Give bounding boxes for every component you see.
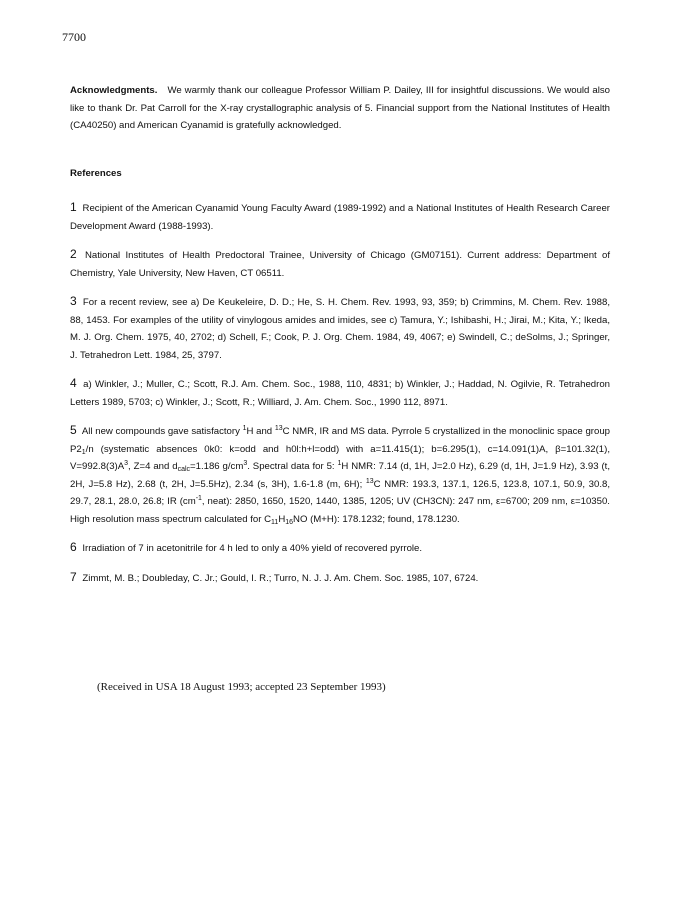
reference-number: 7 [70, 569, 77, 584]
text-run: H [278, 513, 286, 525]
reference-text: a) Winkler, J.; Muller, C.; Scott, R.J. Am. Chem. Soc., 1988, 110, 4831; b) Winkler, J.; Haddad, N. Ogilvie, R. Tetrahedron Letters 1989, 5703; c) Winkler, J.; Scott, R.; Williard, J. Am. Chem. Soc., 1990 112, 8971. [70, 379, 611, 408]
text-run: . Spectral data for 5: [247, 461, 338, 472]
reference-text: Recipient of the American Cyanamid Young Faculty Award (1989-1992) and a National Institutes of Health Research Career Development Award (1988-1993). [70, 203, 610, 232]
received-date-line: (Received in USA 18 August 1993; accepted 23 September 1993) [97, 681, 386, 693]
reference-number: 1 [70, 200, 77, 214]
text-run: , neat): 2850, 1650, 1520, 1440, 1385, 1205; UV (CH3CN): 247 nm, ε=6700; 209 nm, ε=10350. High resolution mass spectrum calculated for C [70, 496, 610, 525]
reference-text: Irradiation of 7 in acetonitrile for 4 h led to only a 40% yield of recovered pyrrole. [82, 543, 423, 554]
reference-2 [70, 246, 610, 282]
reference-number: 2 [70, 247, 77, 261]
superscript: 1 [337, 460, 342, 467]
reference-7 [70, 569, 610, 588]
references-heading: References [70, 167, 122, 179]
reference-text: National Institutes of Health Predoctoral Trainee, University of Chicago (GM07151). Current address: Department of Chemistry, Yale University, New Haven, CT 06511. [70, 250, 610, 279]
text-run: C NMR, IR and MS data. Pyrrole 5 crystallized in the monoclinic space group P2 [70, 426, 610, 455]
page-number: 7700 [62, 30, 86, 44]
text-run: NO (M+H): 178.1232; found, 178.1230. [293, 513, 460, 525]
subscript: calc [177, 466, 191, 473]
page-content [70, 82, 610, 598]
superscript: 3 [124, 460, 129, 467]
reference-text [70, 426, 610, 525]
reference-1 [70, 199, 610, 235]
superscript: 13 [365, 477, 374, 485]
reference-number: 6 [70, 540, 77, 554]
acknowledgments-heading: Acknowledgments. [70, 85, 158, 96]
superscript: 13 [274, 425, 283, 432]
subscript: 11 [271, 518, 279, 526]
reference-6 [70, 539, 610, 558]
text-run: =1.186 g/cm [190, 461, 244, 472]
reference-text: For a recent review, see a) De Keukeleire, D. D.; He, S. H. Chem. Rev. 1993, 93, 359; b) Crimmins, M. Chem. Rev. 1988, 88, 1453. For examples of the utility of vinylogous amides and imides, see c) Tamura, Y.; Ishibashi, H.; Jirai, M.; Kita, Y.; Ikeda, M. J. Org. Chem. 1975, 40, 2702; d) Schell, F.; Cook, P. J. Org. Chem. 1984, 49, 4067; e) Swindell, C.; deSolms, J.; Springer, J. Tetrahedron Lett. 1984, 25, 3797. [70, 297, 610, 361]
reference-number: 4 [70, 376, 77, 390]
superscript: -1 [195, 495, 202, 502]
reference-number: 3 [70, 294, 77, 308]
reference-5 [70, 422, 610, 528]
text-run: H and [246, 426, 275, 437]
acknowledgments-paragraph [70, 82, 610, 135]
subscript: 1 [81, 448, 86, 456]
text-run: H NMR: 7.14 (d, 1H, J=2.0 Hz), 6.29 (d, 1H, J=1.9 Hz), 3.93 (t, 2H, J=5.8 Hz), 2.68 (t, 2H, J=5.5Hz), 2.34 (s, 3H), 1.6-1.8 (m, 6H); [70, 461, 610, 490]
superscript: 1 [242, 425, 247, 432]
reference-number: 5 [70, 423, 77, 437]
reference-4 [70, 375, 610, 411]
text-run: /n (systematic absences 0k0: k=odd and h0l:h+l=odd) with a=11.415(1); b=6.295(1), c=14.091(1)A, β=101.32(1), V=992.8(3)A [70, 443, 610, 472]
acknowledgments-text: We warmly thank our colleague Professor William P. Dailey, III for insightful discussions. We would also like to thank Dr. Pat Carroll for the X-ray crystallographic analysis of 5. Financial support from the National Institutes of Health (CA40250) and American Cyanamid is gratefully acknowledged. [70, 85, 610, 131]
text-run: C NMR: 193.3, 137.1, 126.5, 123.8, 107.1, 50.9, 30.8, 29.7, 28.1, 28.0, 26.8; IR (cm [70, 478, 610, 507]
subscript: 16 [285, 518, 294, 526]
superscript: 3 [243, 460, 248, 467]
text-run: All new compounds gave satisfactory [81, 426, 243, 437]
text-run: , Z=4 and d [128, 461, 178, 472]
reference-text: Zimmt, M. B.; Doubleday, C. Jr.; Gould, I. R.; Turro, N. J. J. Am. Chem. Soc. 1985, 107, 6724. [82, 572, 479, 584]
reference-3 [70, 293, 610, 364]
